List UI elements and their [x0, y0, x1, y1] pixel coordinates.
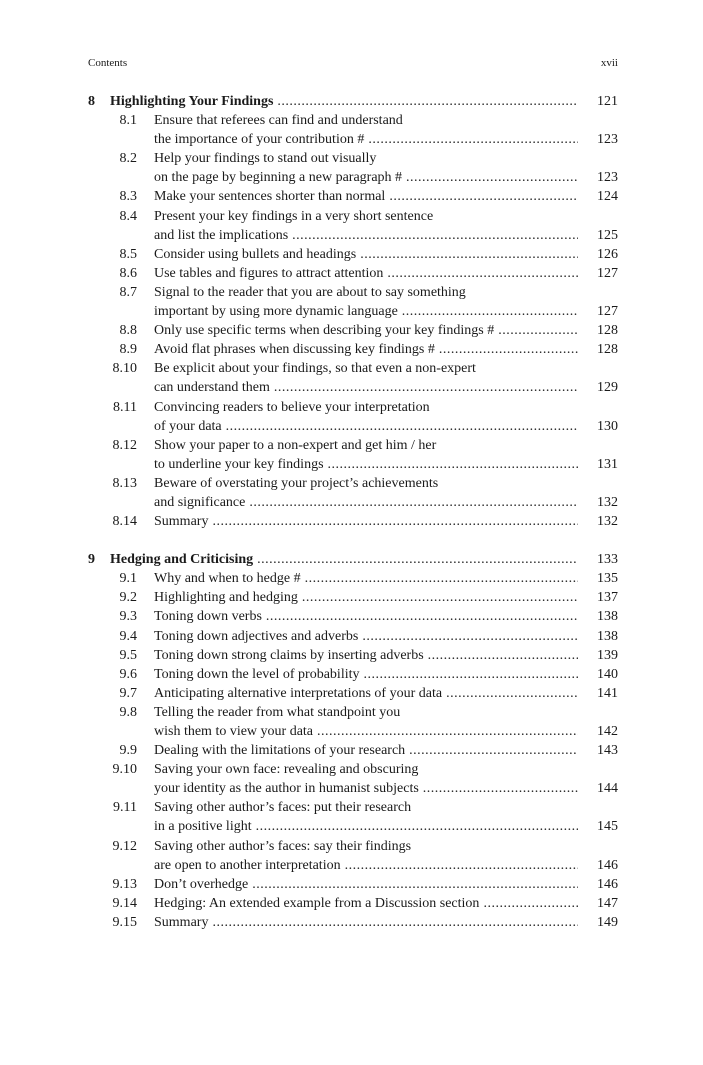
section-page-number: 124: [597, 189, 618, 205]
section-number: 8.1: [119, 113, 137, 129]
section-number: 9.6: [119, 666, 137, 682]
section-page-number: 144: [597, 781, 618, 797]
section-number: 8.7: [119, 284, 137, 300]
section-page-number: 146: [597, 876, 618, 892]
section-title-line: Telling the reader from what standpoint you: [154, 704, 401, 720]
section-number: 8.9: [119, 342, 137, 358]
section-entry[interactable]: [88, 398, 618, 417]
section-entry[interactable]: [88, 569, 618, 588]
section-number: 9.8: [119, 704, 137, 720]
section-number: 9.5: [119, 647, 137, 663]
section-entry-continuation[interactable]: [88, 779, 618, 798]
section-entry[interactable]: [88, 588, 618, 607]
chapter-page-number: 121: [597, 94, 618, 109]
section-page-number: 127: [597, 265, 618, 281]
section-title-line: Make your sentences shorter than normal .....: [154, 187, 578, 206]
table-of-contents: [88, 92, 618, 932]
section-title-line: Signal to the reader that you are about to say something: [154, 284, 466, 300]
section-page-number: 129: [597, 380, 618, 396]
section-number: 8.14: [112, 514, 137, 530]
section-title-line: Summary .....: [154, 913, 578, 932]
chapter-title: Hedging and Criticising .....: [110, 550, 578, 569]
section-number: 9.11: [113, 800, 137, 816]
section-page-number: 141: [597, 685, 618, 701]
section-number: 8.12: [112, 437, 137, 453]
section-page-number: 138: [597, 628, 618, 644]
section-entry-continuation[interactable]: [88, 493, 618, 512]
section-title-line: to underline your key findings .....: [154, 455, 578, 474]
section-number: 8.4: [119, 208, 137, 224]
running-head-page-number: xvii: [600, 57, 618, 69]
running-head: [88, 57, 618, 71]
section-page-number: 137: [597, 590, 618, 606]
section-title-line: Summary .....: [154, 512, 578, 531]
section-title-line: Present your key findings in a very short sentence: [154, 208, 434, 224]
section-page-number: 132: [597, 514, 618, 530]
section-title-line: important by using more dynamic language .....: [154, 302, 578, 321]
section-entry-continuation[interactable]: [88, 722, 618, 741]
section-entry[interactable]: [88, 245, 618, 264]
section-entry-continuation[interactable]: [88, 417, 618, 436]
chapter-block: [88, 92, 618, 531]
running-head-title: Contents: [88, 57, 128, 69]
section-page-number: 130: [597, 418, 618, 434]
section-entry[interactable]: [88, 894, 618, 913]
section-title-line: Why and when to hedge # .....: [154, 569, 578, 588]
section-entry[interactable]: [88, 149, 618, 168]
section-title-line: your identity as the author in humanist subjects .....: [154, 779, 578, 798]
section-entry-continuation[interactable]: [88, 302, 618, 321]
section-entry[interactable]: [88, 436, 618, 455]
section-title-line: Toning down adjectives and adverbs .....: [154, 627, 578, 646]
section-number: 9.14: [112, 895, 137, 911]
section-page-number: 126: [597, 246, 618, 262]
section-number: 8.11: [113, 399, 137, 415]
section-page-number: 147: [597, 895, 618, 911]
section-number: 8.13: [112, 475, 137, 491]
section-number: 8.2: [119, 151, 137, 167]
section-page-number: 140: [597, 666, 618, 682]
section-page-number: 125: [597, 227, 618, 243]
section-entry[interactable]: [88, 111, 618, 130]
section-page-number: 128: [597, 323, 618, 339]
section-number: 8.5: [119, 246, 137, 262]
section-title-line: Only use specific terms when describing your key findings # .....: [154, 321, 578, 340]
chapter-entry[interactable]: [88, 92, 618, 111]
chapter-title: Highlighting Your Findings .....: [110, 92, 578, 111]
section-title-line: are open to another interpretation .....: [154, 856, 578, 875]
section-number: 9.9: [119, 743, 137, 759]
section-entry[interactable]: [88, 264, 618, 283]
section-title-line: Hedging: An extended example from a Discussion section .....: [154, 894, 578, 913]
section-number: 9.13: [112, 876, 137, 892]
section-number: 9.12: [112, 838, 137, 854]
section-page-number: 145: [597, 819, 618, 835]
section-page-number: 142: [597, 724, 618, 739]
section-entry[interactable]: [88, 684, 618, 703]
section-page-number: 132: [597, 494, 618, 510]
section-number: 8.6: [119, 265, 137, 281]
section-entry-continuation[interactable]: [88, 817, 618, 836]
section-entry[interactable]: [88, 512, 618, 531]
section-page-number: 127: [597, 304, 618, 320]
section-entry[interactable]: [88, 875, 618, 894]
section-title-line: Beware of overstating your project’s achievements: [154, 475, 439, 491]
section-number: 9.2: [119, 590, 137, 606]
section-title-line: Dealing with the limitations of your research .....: [154, 741, 578, 760]
section-entry[interactable]: [88, 741, 618, 760]
section-title-line: Toning down the level of probability .....: [154, 665, 578, 684]
section-title-line: can understand them .....: [154, 378, 578, 397]
section-number: 9.4: [119, 628, 137, 644]
section-entry[interactable]: [88, 703, 618, 722]
section-entry[interactable]: [88, 340, 618, 359]
chapter-page-number: 133: [597, 552, 618, 568]
section-number: 9.3: [119, 609, 137, 625]
section-title-line: and significance .....: [154, 493, 578, 512]
section-title-line: Don’t overhedge .....: [154, 875, 578, 894]
section-entry[interactable]: [88, 187, 618, 206]
section-entry-continuation[interactable]: [88, 378, 618, 397]
section-entry[interactable]: [88, 760, 618, 779]
section-entry[interactable]: [88, 359, 618, 378]
section-entry-continuation[interactable]: [88, 856, 618, 875]
section-entry[interactable]: [88, 207, 618, 226]
section-page-number: 131: [597, 456, 618, 472]
section-title-line: Toning down verbs .....: [154, 607, 578, 626]
section-page-number: 139: [597, 647, 618, 663]
section-entry-continuation[interactable]: [88, 130, 618, 149]
section-title-line: the importance of your contribution # .....: [154, 130, 578, 149]
section-entry[interactable]: [88, 474, 618, 493]
section-page-number: 123: [597, 132, 618, 148]
section-entry[interactable]: [88, 646, 618, 665]
section-title-line: and list the implications .....: [154, 226, 578, 245]
section-page-number: 149: [597, 914, 618, 930]
chapter-number: 8: [88, 94, 95, 109]
section-number: 9.10: [112, 762, 137, 778]
section-entry-continuation[interactable]: [88, 226, 618, 245]
chapter-block: [88, 550, 618, 932]
section-entry[interactable]: [88, 913, 618, 932]
section-title-line: wish them to view your data .....: [154, 722, 578, 741]
section-entry[interactable]: [88, 665, 618, 684]
section-entry[interactable]: [88, 798, 618, 817]
section-entry[interactable]: [88, 607, 618, 626]
section-entry[interactable]: [88, 837, 618, 856]
section-number: 9.1: [119, 571, 137, 587]
section-title-line: in a positive light .....: [154, 817, 578, 836]
section-title-line: Help your findings to stand out visually: [154, 151, 377, 167]
section-entry-continuation[interactable]: [88, 168, 618, 187]
section-entry[interactable]: [88, 283, 618, 302]
section-title-line: Use tables and figures to attract attention .....: [154, 264, 578, 283]
section-title-line: Ensure that referees can find and understand: [154, 113, 403, 129]
section-page-number: 123: [597, 170, 618, 186]
section-title-line: Saving your own face: revealing and obscuring: [154, 762, 419, 778]
section-number: 8.3: [119, 189, 137, 205]
section-number: 8.8: [119, 323, 137, 339]
section-title-line: Saving other author’s faces: put their research: [154, 800, 412, 816]
section-number: 8.10: [112, 361, 137, 377]
section-title-line: Show your paper to a non-expert and get him / her: [154, 437, 437, 453]
section-page-number: 128: [597, 342, 618, 358]
section-number: 9.15: [112, 914, 137, 930]
section-entry[interactable]: [88, 321, 618, 340]
section-page-number: 135: [597, 571, 618, 587]
section-page-number: 143: [597, 743, 618, 759]
section-title-line: Consider using bullets and headings .....: [154, 245, 578, 264]
section-title-line: on the page by beginning a new paragraph # .....: [154, 168, 578, 187]
section-title-line: Highlighting and hedging .....: [154, 588, 578, 607]
section-title-line: of your data .....: [154, 417, 578, 436]
section-entry-continuation[interactable]: [88, 455, 618, 474]
section-entry[interactable]: [88, 627, 618, 646]
section-title-line: Anticipating alternative interpretations of your data .....: [154, 684, 578, 703]
section-title-line: Saving other author’s faces: say their findings: [154, 838, 412, 854]
chapter-number: 9: [88, 552, 95, 568]
section-title-line: Avoid flat phrases when discussing key findings # .....: [154, 340, 578, 359]
section-title-line: Convincing readers to believe your interpretation: [154, 399, 430, 415]
section-page-number: 138: [597, 609, 618, 625]
section-title-line: Toning down strong claims by inserting adverbs .....: [154, 646, 578, 665]
chapter-entry[interactable]: [88, 550, 618, 569]
section-page-number: 146: [597, 857, 618, 873]
section-number: 9.7: [119, 685, 137, 701]
section-title-line: Be explicit about your findings, so that even a non-expert: [154, 361, 476, 377]
